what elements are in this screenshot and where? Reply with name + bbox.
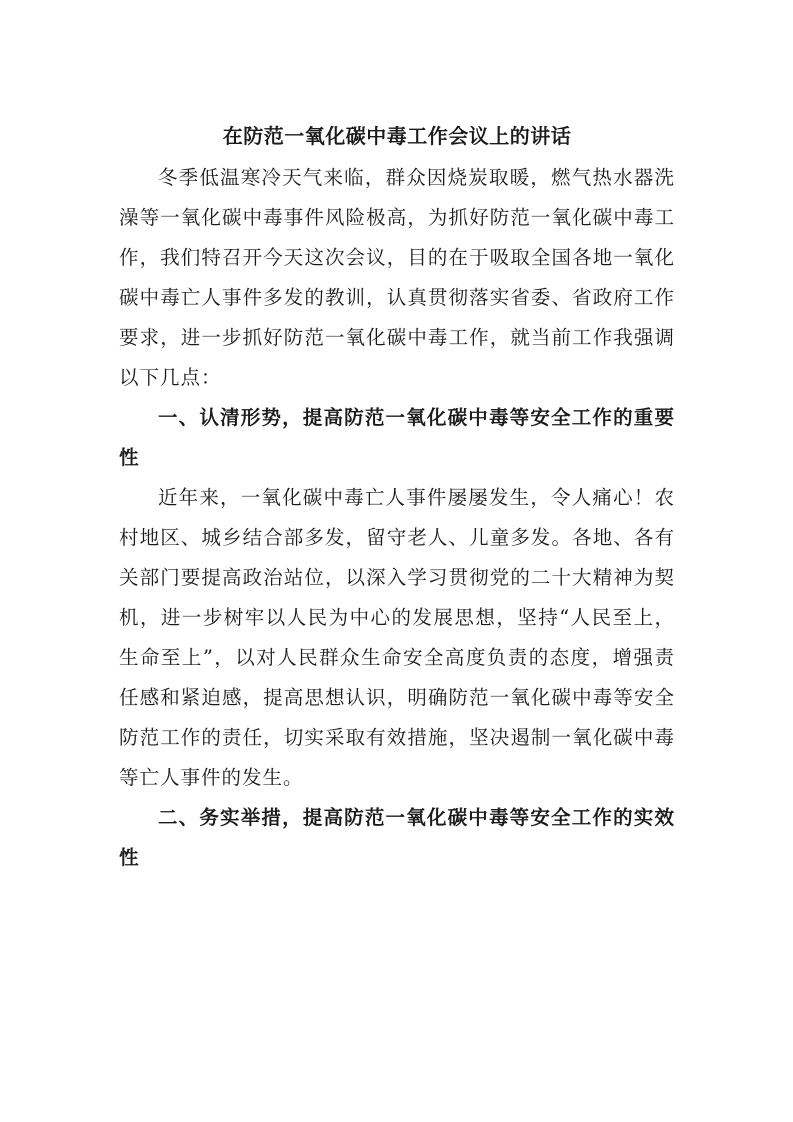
section-heading-1: 一、认清形势，提高防范一氧化碳中毒等安全工作的重要性: [119, 406, 675, 469]
document-title: 在防范一氧化碳中毒工作会议上的讲话: [222, 124, 572, 148]
intro-paragraph: 冬季低温寒冷天气来临，群众因烧炭取暖，燃气热水器洗澡等一氧化碳中毒事件风险极高，为抓好防范一氧化碳中毒工作，我们特召开今天这次会议，目的在于吸取全国各地一氧化碳中毒亡人事件多发的教训，认真贯彻落实省委、省政府工作要求，进一步抓好防范一氧化碳中毒工作，就当前工作我强调以下几点：: [119, 166, 675, 389]
section-1-paragraph: 近年来，一氧化碳中毒亡人事件屡屡发生，令人痛心！农村地区、城乡结合部多发，留守老人、儿童多发。各地、各有关部门要提高政治站位，以深入学习贯彻党的二十大精神为契机，进一步树牢以人民为中心的发展思想，坚持“人民至上，生命至上”，以对人民群众生命安全高度负责的态度，增强责任感和紧迫感，提高思想认识，明确防范一氧化碳中毒等安全防范工作的责任，切实采取有效措施，坚决遏制一氧化碳中毒等亡人事件的发生。: [119, 486, 675, 789]
section-heading-2: 二、务实举措，提高防范一氧化碳中毒等安全工作的实效性: [119, 806, 675, 869]
document-body: [119, 116, 675, 878]
